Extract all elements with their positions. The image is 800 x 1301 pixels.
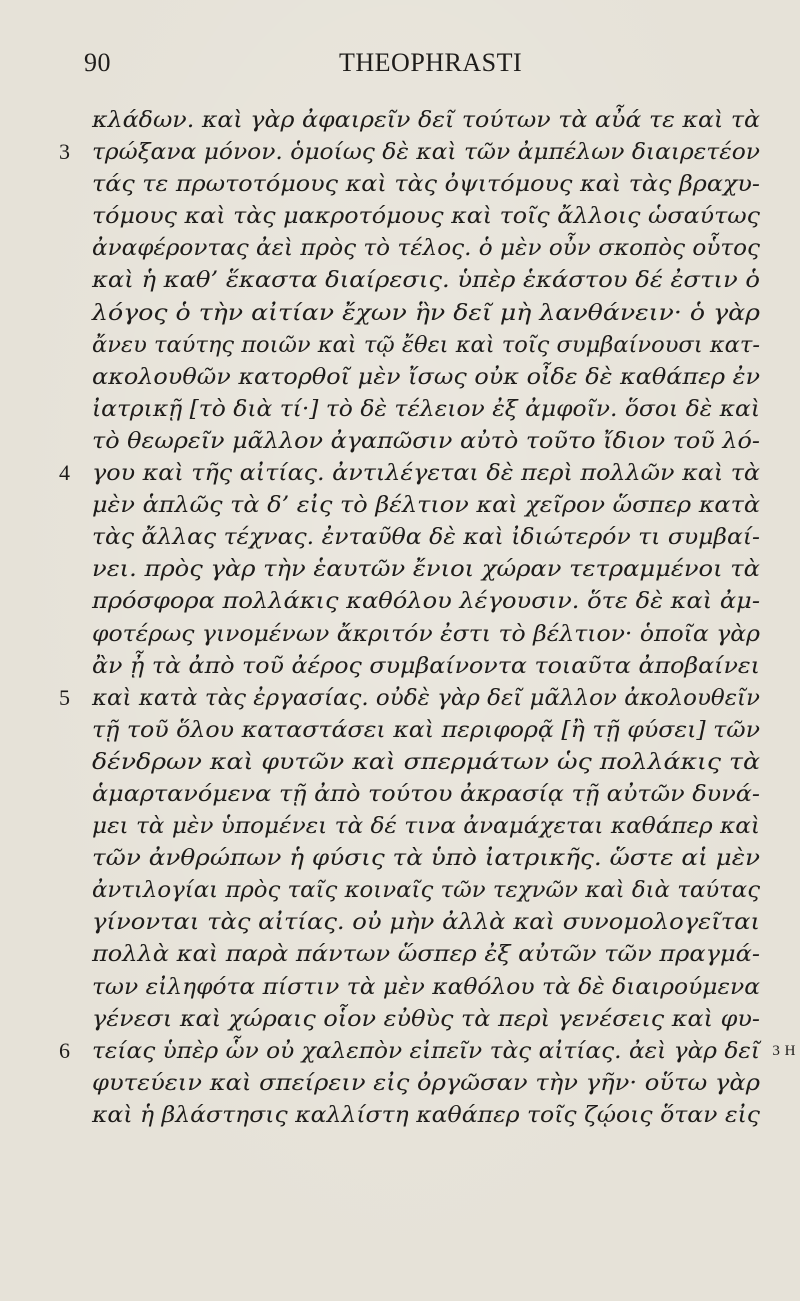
- line-text: τόμους καὶ τὰς μακροτόμους καὶ τοῖς ἄλλοις ὡσαύτως: [92, 203, 761, 230]
- line-text: ἀντιλογίαι πρὸς ταῖς κοιναῖς τῶν τεχνῶν καὶ διὰ ταύτας: [92, 877, 760, 904]
- text-line: [92, 232, 762, 264]
- line-text: ἂν ᾖ τὰ ἀπὸ τοῦ ἀέρος συμβαίνοντα τοιαῦτα ἀποβαίνει: [92, 652, 760, 679]
- text-line: [92, 553, 762, 585]
- line-text: λόγος ὁ τὴν αἰτίαν ἔχων ἣν δεῖ μὴ λανθάνειν· ὁ γὰρ: [92, 299, 760, 326]
- line-text: πολλὰ καὶ παρὰ πάντων ὥσπερ ἐξ αὐτῶν τῶν πραγμά-: [92, 941, 760, 968]
- section-number: 5: [59, 684, 70, 710]
- text-line: [92, 1067, 762, 1099]
- line-text: γου καὶ τῆς αἰτίας. ἀντιλέγεται δὲ περὶ πολλῶν καὶ τὰ: [92, 460, 760, 487]
- text-line: [92, 746, 762, 778]
- line-text: ἄνευ ταύτης ποιῶν καὶ τῷ ἔθει καὶ τοῖς συμβαίνουσι κατ-: [92, 331, 761, 358]
- line-text: τὸ θεωρεῖν μᾶλλον ἀγαπῶσιν αὐτὸ τοῦτο ἴδιον τοῦ λό-: [92, 427, 760, 454]
- text-line: [92, 585, 762, 617]
- line-text: τὰς ἄλλας τέχνας. ἐνταῦθα δὲ καὶ ἰδιώτερόν τι συμβαί-: [92, 524, 760, 551]
- page-number: 90: [84, 48, 111, 77]
- line-text: μὲν ἁπλῶς τὰ δ’ εἰς τὸ βέλτιον καὶ χεῖρον ὥσπερ κατὰ: [92, 492, 761, 519]
- line-text: φοτέρως γινομένων ἄκριτόν ἐστι τὸ βέλτιον· ὁποῖα γὰρ: [92, 620, 760, 647]
- text-line: [92, 971, 762, 1003]
- page-header: [84, 48, 774, 88]
- running-title: THEOPHRASTI: [339, 48, 523, 77]
- text-line: [92, 297, 762, 329]
- line-text: φυτεύειν καὶ σπείρειν εἰς ὀργῶσαν τὴν γῆν· οὕτω γὰρ: [92, 1069, 761, 1096]
- line-text: τρώξανα μόνον. ὁμοίως δὲ καὶ τῶν ἀμπέλων διαιρετέον: [92, 139, 760, 166]
- section-number: 6: [59, 1037, 70, 1063]
- line-text: τῇ τοῦ ὅλου καταστάσει καὶ περιφορᾷ [ἢ τῇ φύσει] τῶν: [92, 716, 761, 743]
- text-line: [92, 938, 762, 970]
- text-line: [59, 682, 762, 714]
- line-text: τῶν ἀνθρώπων ἡ φύσις τὰ ὑπὸ ἰατρικῆς. ὥστε αἱ μὲν: [92, 845, 760, 872]
- margin-reference: 3 H: [772, 1042, 796, 1059]
- line-text: κλάδων. καὶ γὰρ ἀφαιρεῖν δεῖ τούτων τὰ αὖά τε καὶ τὰ: [92, 107, 760, 133]
- greek-text-body: [59, 104, 796, 1131]
- line-text: τείας ὑπὲρ ὧν οὐ χαλεπὸν εἰπεῖν τὰς αἰτίας. ἀεὶ γὰρ δεῖ: [92, 1037, 760, 1064]
- text-line: [92, 168, 762, 200]
- text-line: [92, 1099, 762, 1131]
- text-line: [92, 874, 762, 906]
- text-line: [92, 650, 762, 682]
- text-line: [92, 906, 762, 938]
- line-text: καὶ ἡ καθ’ ἕκαστα διαίρεσις. ὑπὲρ ἑκάστου δέ ἐστιν ὁ: [92, 267, 761, 294]
- line-text: μει τὰ μὲν ὑπομένει τὰ δέ τινα ἀναμάχεται καθάπερ καὶ: [92, 813, 760, 840]
- line-text: καὶ κατὰ τὰς ἐργασίας. οὐδὲ γὰρ δεῖ μᾶλλον ἀκολουθεῖν: [92, 684, 761, 711]
- text-line: [92, 361, 762, 393]
- text-line: [92, 618, 762, 650]
- line-text: ἰατρικῇ [τὸ διὰ τί·] τὸ δὲ τέλειον ἐξ ἀμφοῖν. ὅσοι δὲ καὶ: [92, 395, 760, 422]
- text-line: [92, 1003, 762, 1035]
- text-line: [92, 329, 762, 361]
- line-text: δένδρων καὶ φυτῶν καὶ σπερμάτων ὡς πολλάκις τὰ: [92, 748, 760, 775]
- text-line: [92, 810, 762, 842]
- line-text: πρόσφορα πολλάκις καθόλου λέγουσιν. ὅτε δὲ καὶ ἀμ-: [92, 588, 760, 615]
- text-line: [59, 1035, 796, 1067]
- text-line: [92, 778, 762, 810]
- text-line: [59, 457, 762, 489]
- text-line: [92, 489, 762, 521]
- text-line: [92, 521, 762, 553]
- line-text: ἁμαρτανόμενα τῇ ἀπὸ τούτου ἀκρασίᾳ τῇ αὐτῶν δυνά-: [92, 780, 760, 807]
- line-text: ἀναφέροντας ἀεὶ πρὸς τὸ τέλος. ὁ μὲν οὖν σκοπὸς οὗτος: [92, 235, 760, 262]
- text-line: [92, 200, 762, 232]
- line-text: γένεσι καὶ χώραις οἷον εὐθὺς τὰ περὶ γενέσεις καὶ φυ-: [92, 1005, 760, 1032]
- text-line: [92, 714, 762, 746]
- text-line: [59, 136, 762, 168]
- line-text: ακολουθῶν κατορθοῖ μὲν ἴσως οὐκ οἶδε δὲ καθάπερ ἐν: [92, 363, 760, 390]
- text-line: [92, 104, 762, 136]
- line-text: τάς τε πρωτοτόμους καὶ τὰς ὀψιτόμους καὶ τὰς βραχυ-: [92, 171, 760, 198]
- text-line: [92, 264, 762, 296]
- text-line: [92, 842, 762, 874]
- line-text: γίνονται τὰς αἰτίας. οὐ μὴν ἀλλὰ καὶ συνομολογεῖται: [92, 909, 760, 936]
- section-number: 3: [59, 139, 70, 165]
- line-text: των εἰληφότα πίστιν τὰ μὲν καθόλου τὰ δὲ διαιρούμενα: [92, 973, 760, 1000]
- text-line: [92, 393, 762, 425]
- text-line: [92, 425, 762, 457]
- section-number: 4: [59, 460, 70, 486]
- line-text: νει. πρὸς γὰρ τὴν ἑαυτῶν ἔνιοι χώραν τετραμμένοι τὰ: [92, 556, 760, 583]
- line-text: καὶ ἡ βλάστησις καλλίστη καθάπερ τοῖς ζῴοις ὅταν εἰς: [92, 1101, 760, 1128]
